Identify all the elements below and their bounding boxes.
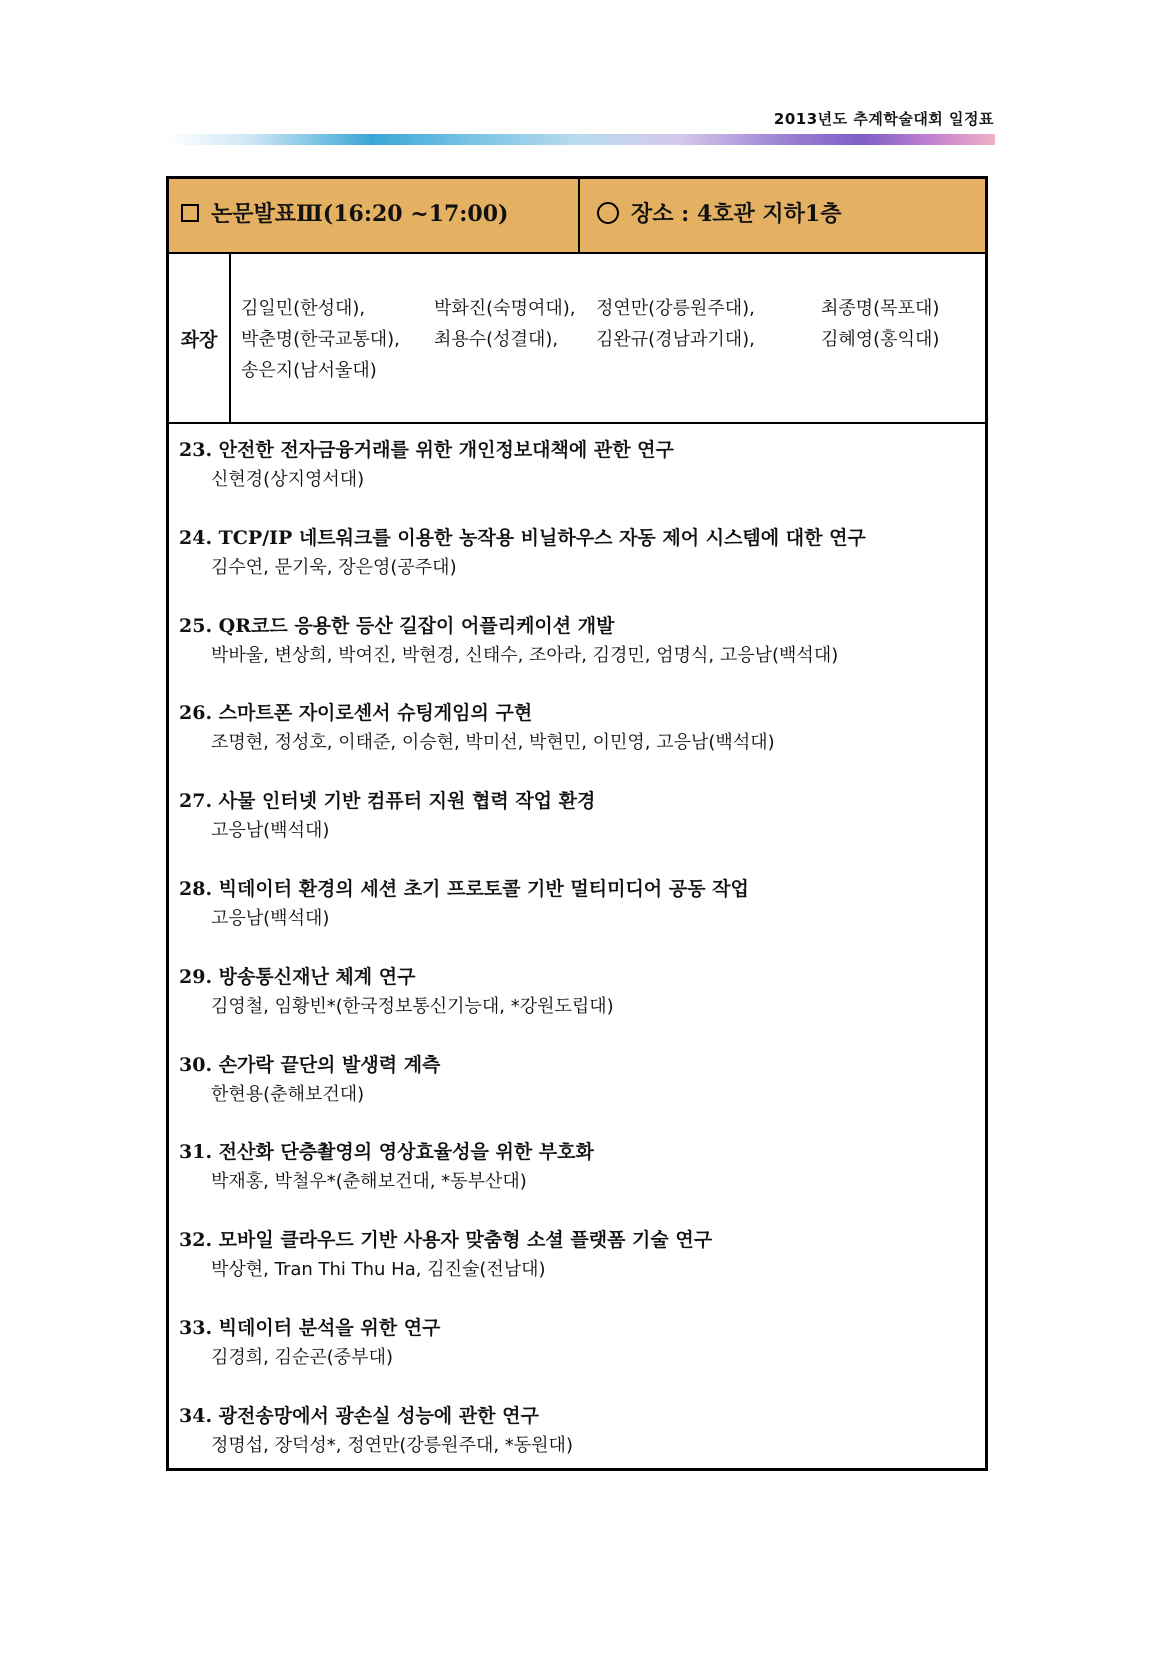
chair-row <box>241 356 981 387</box>
paper-item <box>179 698 979 786</box>
paper-title: 24. TCP/IP 네트워크를 이용한 농작용 비닐하우스 자동 제어 시스템에 대한 연구 <box>179 526 866 549</box>
paper-authors: 고응남(백석대) <box>211 820 330 842</box>
chair-name: 최종명(목포대) <box>821 298 940 319</box>
chair-names <box>241 294 981 387</box>
paper-item <box>179 523 979 611</box>
chair-name: 정연만(강릉원주대), <box>596 298 755 319</box>
paper-item <box>179 1137 979 1225</box>
session-location: 장소 : 4호관 지하1층 <box>631 201 842 227</box>
chair-name: 김일민(한성대), <box>241 298 366 319</box>
paper-title: 30. 손가락 끝단의 발생력 계측 <box>179 1053 441 1076</box>
chair-name: 송은지(남서울대) <box>241 360 377 381</box>
paper-authors: 조명현, 정성호, 이태준, 이승현, 박미선, 박현민, 이민영, 고응남(백석대) <box>211 732 775 754</box>
paper-authors: 박재홍, 박철우*(춘해보건대, *동부산대) <box>211 1171 527 1193</box>
paper-item <box>179 1050 979 1138</box>
paper-item <box>179 874 979 962</box>
paper-item <box>179 1313 979 1401</box>
paper-item <box>179 435 979 523</box>
paper-title: 25. QR코드 응용한 등산 길잡이 어플리케이션 개발 <box>179 614 615 637</box>
chair-name: 김완규(경남과기대), <box>596 329 755 350</box>
chair-row <box>241 325 981 356</box>
chair-row <box>241 294 981 325</box>
paper-authors: 박상현, Tran Thi Thu Ha, 김진술(전남대) <box>211 1259 546 1281</box>
circle-bullet-icon <box>597 202 619 224</box>
paper-title: 23. 안전한 전자금융거래를 위한 개인정보대책에 관한 연구 <box>179 439 674 461</box>
paper-title: 31. 전산화 단층촬영의 영상효율성을 위한 부호화 <box>179 1141 594 1164</box>
header-divider <box>578 179 580 252</box>
running-head: 2013년도 추계학술대회 일정표 <box>773 110 994 128</box>
session-location-cell <box>597 197 841 228</box>
paper-authors: 고응남(백석대) <box>211 907 330 929</box>
paper-authors: 김수연, 문기욱, 장은영(공주대) <box>211 556 457 578</box>
paper-item <box>179 1225 979 1313</box>
paper-authors: 한현용(춘해보건대) <box>211 1083 365 1105</box>
chair-name: 박화진(숙명여대), <box>434 298 576 319</box>
paper-item <box>179 962 979 1050</box>
chairs-label: 좌장 <box>169 254 231 422</box>
paper-title: 33. 빅데이터 분석을 위한 연구 <box>179 1316 441 1339</box>
paper-title: 34. 광전송망에서 광손실 성능에 관한 연구 <box>179 1404 539 1427</box>
chair-name: 박춘명(한국교통대), <box>241 329 400 350</box>
paper-title: 26. 스마트폰 자이로센서 슈팅게임의 구현 <box>179 702 533 725</box>
chair-name: 최용수(성결대), <box>434 329 559 350</box>
paper-title: 29. 방송통신재난 체계 연구 <box>179 965 416 988</box>
chair-name: 김혜영(홍익대) <box>821 329 940 350</box>
paper-authors: 신현경(상지영서대) <box>211 469 365 490</box>
paper-authors: 김경희, 김순곤(중부대) <box>211 1346 393 1368</box>
paper-title: 27. 사물 인터넷 기반 컴퓨터 지원 협력 작업 환경 <box>179 790 596 813</box>
paper-authors: 김영철, 임황빈*(한국정보통신기능대, *강원도립대) <box>211 995 614 1017</box>
paper-title: 28. 빅데이터 환경의 세션 초기 프로토콜 기반 멀티미디어 공동 작업 <box>179 877 749 900</box>
paper-item <box>179 611 979 699</box>
square-bullet-icon <box>181 204 199 222</box>
paper-item <box>179 786 979 874</box>
paper-authors: 정명섭, 장덕성*, 정연만(강릉원주대, *동원대) <box>211 1434 573 1456</box>
session-header <box>169 179 985 254</box>
paper-authors: 박바울, 변상희, 박여진, 박현경, 신태수, 조아라, 김경민, 엄명식, 고응남(백석대) <box>211 644 839 666</box>
session-title-cell <box>181 197 508 228</box>
session-frame <box>166 176 988 1471</box>
header-color-band <box>165 134 995 145</box>
paper-list <box>179 435 979 1489</box>
session-title: 논문발표Ⅲ(16:20 ~17:00) <box>211 201 509 227</box>
paper-item <box>179 1401 979 1489</box>
chairs-section <box>169 254 985 424</box>
paper-title: 32. 모바일 클라우드 기반 사용자 맞춤형 소셜 플랫폼 기술 연구 <box>179 1229 713 1252</box>
